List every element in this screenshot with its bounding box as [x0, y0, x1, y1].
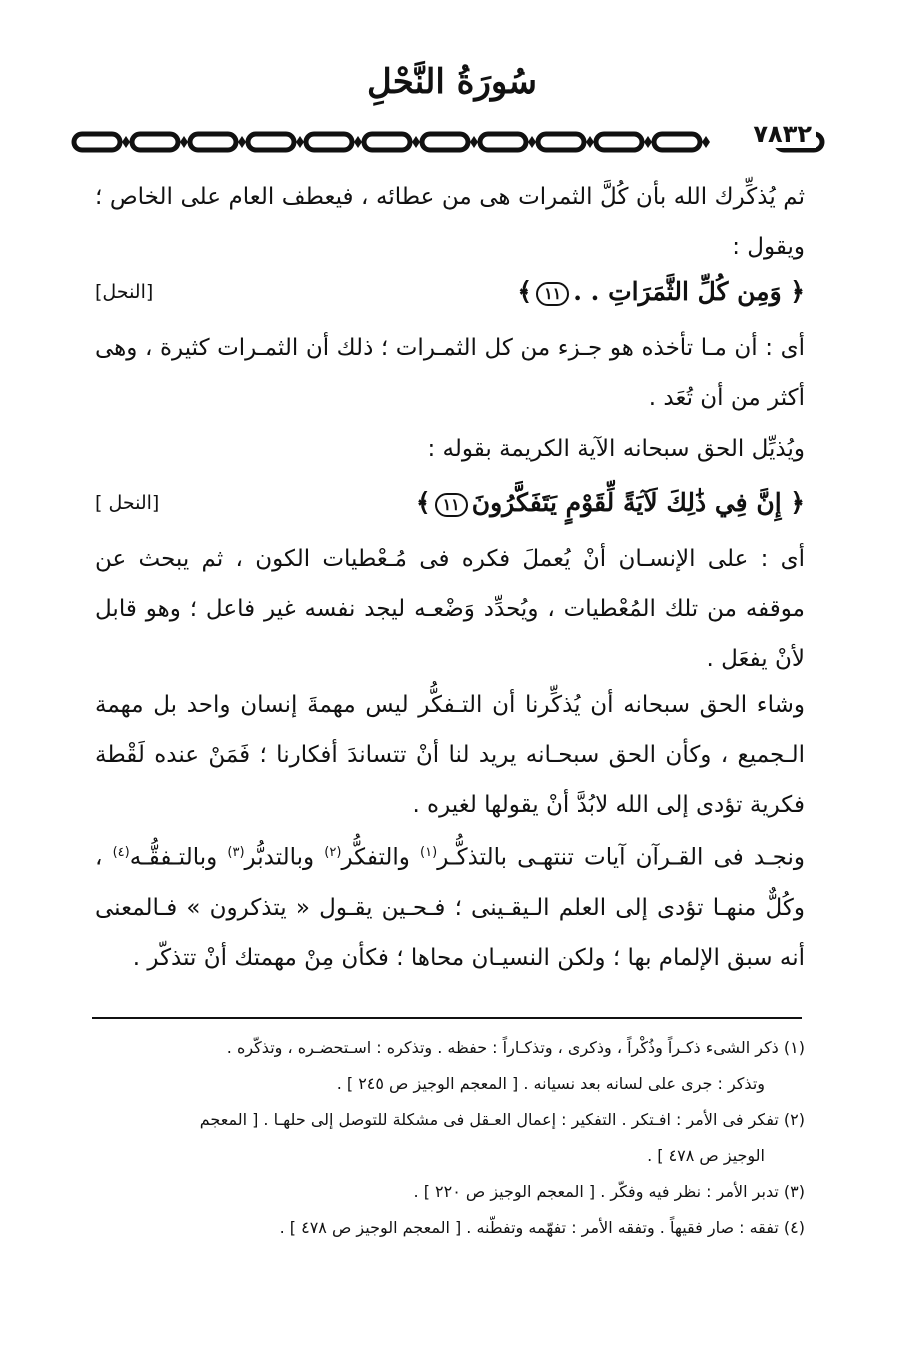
- paragraph: ثم يُذكِّرك الله بأن كُلَّ الثمرات هى من عطائه ، فيعطف العام على الخاص ؛ ويقول :: [95, 184, 805, 260]
- paragraph: أى : أن مـا تأخذه هو جـزء من كل الثمـرات ؛ ذلك أن الثمـرات كثيرة ، وهى أكثر من أن تُعَد .: [95, 335, 805, 411]
- surah-title: سُورَةُ النَّحْلِ: [367, 62, 537, 102]
- verse-reference: [النحل]: [95, 281, 154, 303]
- footnotes: [95, 1030, 805, 1246]
- ayah-number-marker: ١١: [435, 493, 468, 517]
- footnote: (١) ذكر الشىء ذكـراً وذُكْراً ، وذكرى ، وتذكـاراً : حفظه . وتذكره : اسـتحضـره ، وتذكّره .: [226, 1038, 805, 1057]
- footnote-continuation: الوجيز ص ٤٧٨ ] .: [647, 1146, 765, 1165]
- footnote: (٤) تفقه : صار فقيهاً . وتفقه الأمر : تفهّمه وتفطّنه . [ المعجم الوجيز ص ٤٧٨ ] .: [279, 1218, 805, 1237]
- footnote-ref: (٣): [227, 845, 245, 860]
- paragraph: ونجـد فى القـرآن آيات تنتهـى بالتذكُّـر$^{(١)}$ والتفكُّر$^{(٢)}$ وبالتدبُّر$^{(٣)}$ وبالتـفقُّـه$^{(٤)}$ ، وكُلٌّ منهـا تؤدى إلى العلم الـيقـينى ؛ فـحـين يقـول « يتذكرون » فـالمعنى أنه سبق الإلمام بها ؛ ولكن النسيـان محاها ؛ فكأن مِنْ مهمتك أنْ تتذكّر .: [95, 844, 805, 971]
- page-number: ٧٨٣٢: [749, 120, 816, 148]
- quran-verse: [95, 478, 805, 528]
- ayah-number-marker: ١١: [536, 282, 569, 306]
- footnote: (٢) تفكر فى الأمر : افـتكر . التفكير : إعمال العـقل فى مشكلة للتوصل إلى حلهـا . [ المعجم: [199, 1110, 805, 1129]
- paragraph: ويُذيِّل الحق سبحانه الآية الكريمة بقوله :: [427, 436, 805, 462]
- footnote-ref: (٤): [112, 845, 130, 860]
- paragraph: أى : على الإنسـان أنْ يُعملَ فكره فى مُـعْطيات الكون ، ثم يبحث عن موقفه من تلك المُعْطيات ، ويُحدِّد وَضْعـه ليجد نفسه غير فاعل ؛ وهو قابل لأنْ يفعَل .: [95, 546, 805, 672]
- footnote: (٣) تدبر الأمر : نظر فيه وفكّر . [ المعجم الوجيز ص ٢٢٠ ] .: [413, 1182, 805, 1201]
- verse-text: ﴿ وَمِن كُلِّ الثَّمَرَاتِ . .١١﴾: [517, 277, 805, 306]
- footnote-ref: (٢): [324, 845, 342, 860]
- verse-text: ﴿ إِنَّ فِي ذَٰلِكَ لَآيَةً لِّقَوْمٍ يَتَفَكَّرُونَ١١﴾: [415, 488, 805, 517]
- verse-reference: [النحل ]: [95, 492, 160, 514]
- paragraph: وشاء الحق سبحانه أن يُذكِّرنا أن التـفكُّر ليس مهمةَ إنسان واحد بل مهمة الـجميع ، وكأن الحق سبحـانه يريد لنا أنْ تتساندَ أفكارنا ؛ فَمَنْ عنده لَقْطة فكرية تؤدى إلى الله لابُدَّ أنْ يقولها لغيره .: [95, 692, 805, 818]
- footnote-ref: (١): [420, 845, 438, 860]
- footnote-divider: [92, 1017, 802, 1019]
- quran-verse: [95, 267, 805, 317]
- decorative-border: [70, 122, 830, 162]
- footnote-continuation: وتذكر : جرى على لسانه بعد نسيانه . [ المعجم الوجيز ص ٢٤٥ ] .: [336, 1074, 765, 1093]
